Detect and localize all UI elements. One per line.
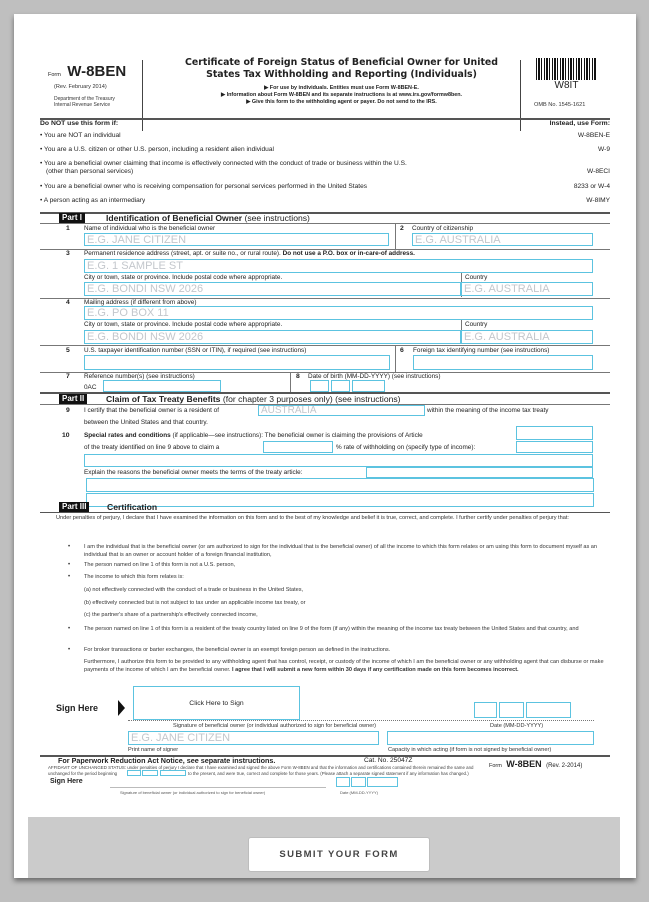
signature-line — [128, 720, 594, 721]
bullet-icon: • — [68, 574, 71, 580]
cert-bullet: The income to which this form relates is: — [84, 574, 184, 580]
cert-sub-item: (c) the partner's share of a partnership's effectively connected income, — [84, 612, 258, 618]
residence-city-input[interactable]: E.G. BONDI NSW 2026 — [84, 282, 461, 296]
residence-address-input[interactable]: E.G. 1 SAMPLE ST — [84, 259, 593, 273]
bullet-icon: • — [68, 647, 71, 653]
treaty-country-input[interactable]: AUSTRALIA — [258, 405, 425, 416]
sign-here-label: Sign Here — [56, 703, 99, 713]
line1-label: Name of individual who is the beneficial owner — [84, 225, 216, 232]
divider — [40, 512, 610, 513]
line10-text: of the treaty identified on line 9 above to claim a — [84, 444, 220, 451]
sign-date-month-input[interactable] — [474, 702, 497, 718]
capacity-input[interactable] — [387, 731, 594, 745]
do-not-use-row: • You are NOT an individual W-8BEN-E — [40, 132, 610, 139]
explain-reasons-input-2[interactable] — [86, 478, 594, 492]
cert-sub-item: (a) not effectively connected with the conduct of a trade or business in the United States, — [84, 587, 304, 593]
do-not-use-row-cont: (other than personal services) W-8ECI — [46, 168, 610, 175]
line9-text: I certify that the beneficial owner is a resident of — [84, 407, 219, 414]
line4-label: Mailing address (if different from above) — [84, 299, 197, 306]
line-number: 1 — [66, 225, 70, 232]
line-number: 6 — [400, 347, 404, 354]
line10-text: Special rates and conditions (if applicable—see instructions): The beneficial owner is claiming the provisions of Article — [84, 432, 423, 439]
mailing-address-input[interactable]: E.G. PO BOX 11 — [84, 306, 593, 320]
line-number: 4 — [66, 299, 70, 306]
cert-bullet: The person named on line 1 of this form is not a U.S. person, — [84, 562, 236, 568]
signature-caption: Signature of beneficial owner (or individual authorized to sign for beneficial owner) — [173, 723, 377, 729]
dob-year-input[interactable] — [352, 380, 385, 392]
affidavit-signature-caption: Signature of beneficial owner (or individual authorized to sign for beneficial owner) — [120, 790, 266, 795]
affidavit-sign-year-input[interactable] — [367, 777, 398, 787]
service: Internal Revenue Service — [54, 102, 111, 108]
form-prefix: Form — [48, 72, 61, 78]
header-rule — [40, 118, 610, 120]
line-number: 7 — [66, 373, 70, 380]
line-number: 5 — [66, 347, 70, 354]
header-divider-left — [142, 60, 143, 131]
affidavit-sign-label: Sign Here — [50, 778, 83, 785]
form-id — [48, 63, 126, 81]
dob-month-input[interactable] — [310, 380, 329, 392]
line-number: 3 — [66, 250, 70, 257]
header-instructions: ▶ For use by individuals. Entities must use Form W-8BEN-E. ▶ Information about Form W-8BEN and its separate instructions is at www.irs.gov/formw8ben. ▶ Give this form to the withholding agent or payer. Do not send to the IRS. — [220, 85, 463, 106]
line-number: 10 — [62, 432, 70, 439]
explain-reasons-input-3[interactable] — [86, 493, 594, 507]
affidavit-sign-day-input[interactable] — [351, 777, 366, 787]
line-number: 2 — [400, 225, 404, 232]
cat-number: Cat. No. 25047Z — [364, 757, 413, 764]
barcode-icon — [536, 58, 597, 80]
affidavit-date-caption: Date (MM-DD-YYYY) — [340, 790, 379, 795]
residence-country-input[interactable]: E.G. AUSTRALIA — [461, 282, 593, 296]
line2-label: Country of citizenship — [412, 225, 474, 232]
us-tin-input[interactable] — [84, 355, 390, 370]
do-not-use-row: • A person acting as an intermediary W-8IMY — [40, 197, 610, 204]
divider — [395, 346, 396, 372]
affidavit-line2: to the present, and were true, correct and complete for those years. (Please attach a separate signed statement if any information has changed.) — [188, 771, 469, 776]
line10-text: % rate of withholding on (specify type of income): — [336, 444, 476, 451]
foreign-tin-input[interactable] — [413, 355, 593, 370]
part1-label: Part I — [59, 213, 85, 223]
affidavit-sign-month-input[interactable] — [336, 777, 350, 787]
print-name-caption: Print name of signer — [128, 747, 179, 753]
barcode-text: W8IT — [554, 80, 579, 91]
cert-furthermore: Furthermore, I authorize this form to be provided to any withholding agent that has control, receipt, or custody of the income of which I am the beneficial owner or any withholding agent that can disburse or make payments of the income of which I am the beneficial owner. I agree that I will submit a new form within 30 days if any certification made on this form becomes incorrect. — [84, 659, 604, 673]
do-not-use-heading: Do NOT use this form if: — [40, 120, 119, 127]
affidavit-line1: AFFIDAVIT OF UNCHANGED STATUS: under penalties of perjury I declare that I have examined and signed the above Form W-8BEN and that the information and certifications contained therein remained the same and — [48, 765, 474, 770]
divider — [40, 345, 610, 346]
reference-prefix: 0AC — [84, 384, 97, 391]
form-title: Certificate of Foreign Status of Beneficial Owner for United States Tax Withholding and Reporting (Individuals) — [185, 57, 498, 80]
print-name-input[interactable]: E.G. JANE CITIZEN — [128, 731, 379, 745]
city-label: City or town, state or province. Include postal code where appropriate. — [84, 321, 283, 328]
cert-bullet: I am the individual that is the beneficial owner (or am authorized to sign for the individual that is the beneficial owner) of all the income to which this form relates or am using this form to document myself as an individual that is an owner or account holder of a foreign financial institution, — [84, 544, 598, 558]
line8-label: Date of birth (MM-DD-YYYY) (see instructions) — [308, 373, 441, 380]
form-revision: (Rev. February 2014) — [54, 84, 107, 90]
arrow-right-icon — [118, 700, 125, 716]
country-label: Country — [465, 274, 488, 281]
reference-number-input[interactable] — [103, 380, 221, 392]
income-type-input[interactable] — [516, 441, 593, 453]
line-number: 8 — [296, 373, 300, 380]
submit-bar — [28, 817, 620, 878]
do-not-use-row: • You are a beneficial owner claiming that income is effectively connected with the conduct of trade or business within the U.S. — [40, 160, 407, 167]
bullet-icon: • — [68, 562, 71, 568]
cert-bullet: The person named on line 1 of this form is a resident of the treaty country listed on line 9 of the form (if any) within the meaning of the income tax treaty between the United States and that country, and — [84, 626, 579, 632]
paperwork-notice: For Paperwork Reduction Act Notice, see separate instructions. — [58, 756, 276, 765]
cert-sub-item: (b) effectively connected but is not subject to tax under an applicable income tax treaty, or — [84, 600, 306, 606]
country-label: Country — [465, 321, 488, 328]
instead-use-heading: Instead, use Form: — [549, 120, 610, 127]
income-type-continued-input[interactable] — [84, 454, 593, 467]
line5-label: U.S. taxpayer identification number (SSN or ITIN), if required (see instructions) — [84, 347, 307, 354]
sign-date-year-input[interactable] — [526, 702, 571, 718]
affidavit-day-input[interactable] — [142, 770, 158, 776]
line6-label: Foreign tax identifying number (see instructions) — [413, 347, 550, 354]
omb-number: OMB No. 1545-1621 — [534, 102, 586, 108]
bullet-icon: • — [68, 544, 71, 550]
line3-label: Permanent residence address (street, apt. or suite no., or rural route). Do not use a P.O. box or in-care-of address. — [84, 250, 415, 257]
line-number: 9 — [66, 407, 70, 414]
submit-form-button[interactable]: SUBMIT YOUR FORM — [248, 837, 430, 872]
click-to-sign-button[interactable]: Click Here to Sign — [133, 686, 300, 720]
dob-day-input[interactable] — [331, 380, 350, 392]
withholding-rate-input[interactable] — [263, 441, 333, 453]
part3-label: Part III — [59, 502, 89, 512]
line7-label: Reference number(s) (see instructions) — [84, 373, 195, 380]
sign-date-day-input[interactable] — [499, 702, 524, 718]
divider — [40, 223, 610, 224]
certification-intro: Under penalties of perjury, I declare that I have examined the information on this form and to the best of my knowledge and belief it is true, correct, and complete. I further certify under penalties of perjury that: — [56, 515, 569, 521]
part2-label: Part II — [59, 394, 87, 404]
line9-text: between the United States and that country. — [84, 419, 208, 426]
date-caption: Date (MM-DD-YYYY) — [490, 723, 544, 729]
explain-reasons-input-1[interactable] — [366, 467, 593, 478]
beneficial-owner-name-input[interactable]: E.G. JANE CITIZEN — [84, 233, 389, 246]
divider — [290, 372, 291, 392]
part3-title: Certification — [107, 502, 158, 512]
capacity-caption: Capacity in which acting (if form is not signed by beneficial owner) — [388, 747, 552, 753]
mailing-city-input[interactable]: E.G. BONDI NSW 2026 — [84, 330, 461, 344]
bullet-icon: • — [68, 626, 71, 632]
treaty-article-input[interactable] — [516, 426, 593, 440]
part1-title: Identification of Beneficial Owner (see instructions) — [106, 213, 310, 223]
form-page — [14, 14, 636, 878]
affidavit-period-label: unchanged for the period beginning — [48, 771, 118, 776]
do-not-use-row: • You are a beneficial owner who is receiving compensation for personal services performed in the United States 8233 or W-4 — [40, 183, 610, 190]
part2-title: Claim of Tax Treaty Benefits (for chapter 3 purposes only) (see instructions) — [106, 394, 401, 404]
divider — [395, 224, 396, 249]
line9-text: within the meaning of the income tax treaty — [427, 407, 549, 414]
header-divider-right — [520, 60, 521, 131]
form-name: W-8BEN — [67, 63, 127, 80]
citizenship-country-input[interactable]: E.G. AUSTRALIA — [412, 233, 593, 246]
affidavit-year-input[interactable] — [160, 770, 186, 776]
mailing-country-input[interactable]: E.G. AUSTRALIA — [461, 330, 593, 344]
explain-label: Explain the reasons the beneficial owner meets the terms of the treaty article: — [84, 469, 303, 476]
affidavit-month-input[interactable] — [127, 770, 141, 776]
do-not-use-row: • You are a U.S. citizen or other U.S. person, including a resident alien individual W-9 — [40, 146, 610, 153]
affidavit-signature-line — [110, 787, 326, 788]
city-label: City or town, state or province. Include postal code where appropriate. — [84, 274, 283, 281]
cert-bullet: For broker transactions or barter exchanges, the beneficial owner is an exempt foreign person as defined in the instructions. — [84, 647, 391, 653]
department: Department of the Treasury — [54, 96, 115, 102]
footer-form-id: Form W-8BEN (Rev. 2-2014) — [489, 759, 583, 769]
